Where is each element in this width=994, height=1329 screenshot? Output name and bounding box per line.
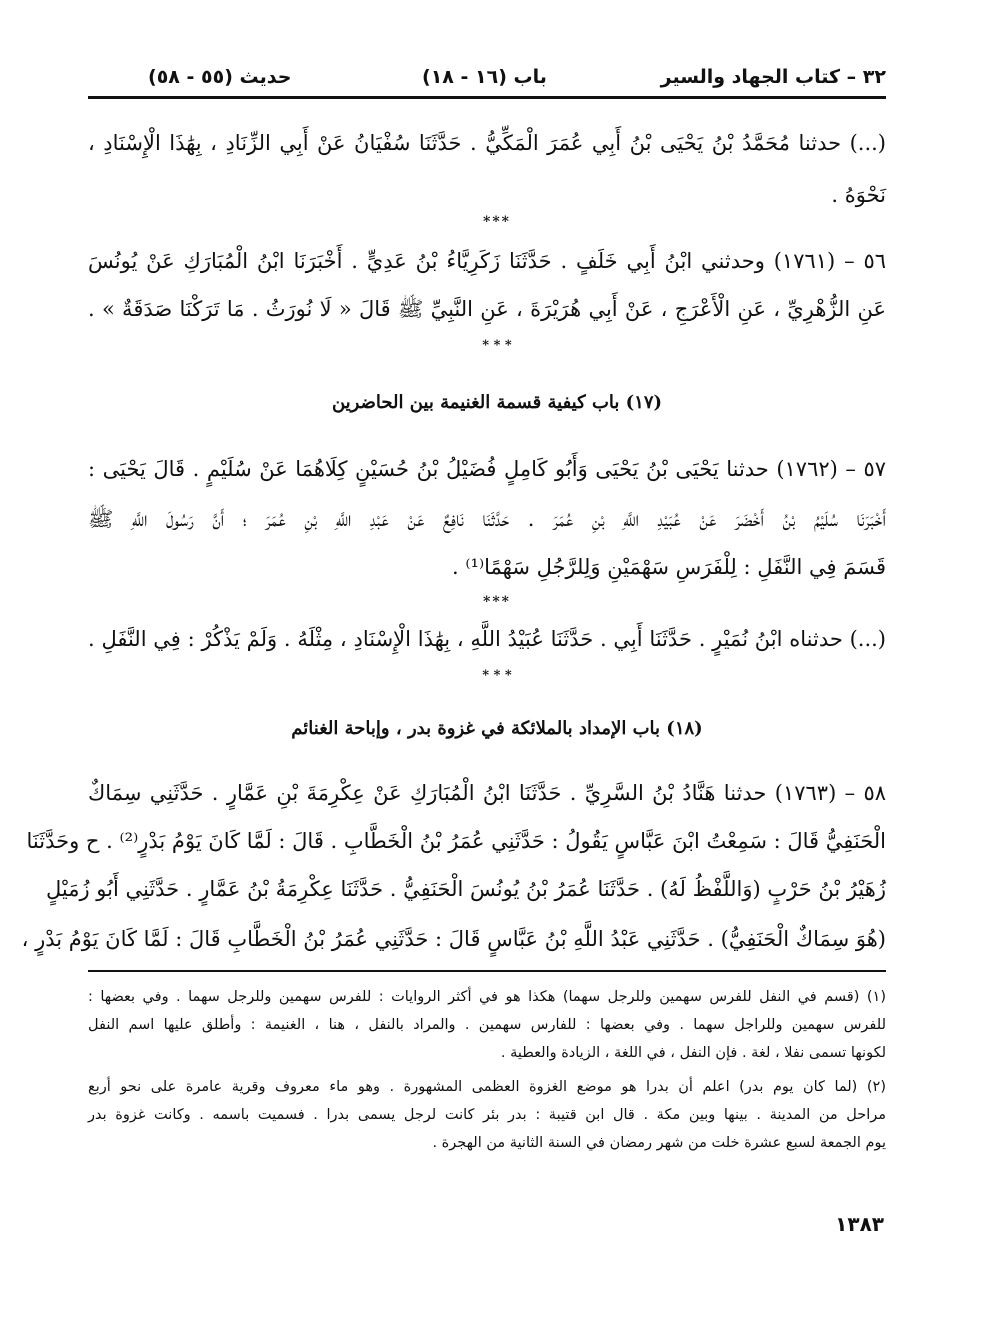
separator-stars: * * *	[482, 668, 512, 683]
hadith-text-line: عَنِ الزُّهْرِيِّ ، عَنِ الْأَعْرَجِ ، عَنْ أَبِي هُرَيْرَةَ ، عَنِ النَّبِيِّ ﷺ قَالَ « لَا نُورَثُ . مَا تَرَكْنَا صَدَقَةٌ » .	[88, 297, 886, 321]
chapter-heading: (١٨) باب الإمداد بالملائكة في غزوة بدر ، وإباحة الغنائم	[291, 718, 703, 739]
separator-stars: ***	[483, 214, 511, 230]
hadith-text-line: ٥٨ – (١٧٦٣) حدثنا هَنَّادُ بْنُ السَّرِيِّ . حَدَّثَنَا ابْنُ الْمُبَارَكِ عَنْ عِكْرِمَةَ بْنِ عَمَّارٍ . حَدَّثَنِي سِمَاكٌ	[88, 781, 886, 805]
header-chapter-range: (١٦ - ١٨) باب	[422, 66, 547, 88]
footnote-line: مراحل من المدينة . بينها وبين مكة . قال ابن قتيبة : بدر بئر كانت لرجل يسمى بدرا . فسميت باسمه . وكانت غزوة بدر	[88, 1107, 886, 1123]
hadith-text-line: ٥٦ – (١٧٦١) وحدثني ابْنُ أَبِي خَلَفٍ . حَدَّثَنَا زَكَرِيَّاءُ بْنُ عَدِيٍّ . أَخْبَرَنَا ابْنُ الْمُبَارَكِ عَنْ يُونُسَ	[88, 249, 887, 273]
header-book-title: ٣٢ – كتاب الجهاد والسير	[660, 66, 886, 88]
footnote-line: لكونها تسمى نفلا ، لغة . فإن النفل ، في اللغة ، الزيادة والعطية .	[500, 1045, 886, 1061]
hadith-text-line: زُهَيْرُ بْنُ حَرْبٍ (وَاللَّفْظُ لَهُ) . حَدَّثَنَا عُمَرُ بْنُ يُونُسَ الْحَنَفِيُّ . حَدَّثَنَا عِكْرِمَةُ بْنُ عَمَّارٍ . حَدَّثَنِي أَبُو زُمَيْلٍ	[45, 877, 886, 901]
hadith-text-line: أَخْبَرَنَا سُلَيْمُ بْنُ أَخْضَرَ عَنْ عُبَيْدِ اللَّهِ بْنِ عُمَرَ . حَدَّثَنَا نَافِعٌ عَنْ عَبْدِ اللَّهِ بْنِ عُمَرَ ؛ أَنَّ رَسُولَ اللَّهِ ﷺ	[88, 507, 886, 531]
hadith-text-line: نَحْوَهُ .	[831, 183, 886, 207]
footnote-line: يوم الجمعة لسبع عشرة خلت من شهر رمضان في السنة الثانية من الهجرة .	[432, 1135, 886, 1151]
footnote-line: (١) (قسم في النفل للفرس سهمين وللرجل سهما) هكذا هو في أكثر الروايات : للفرس سهمين وللرجل سهما . وفي بعضها :	[88, 989, 886, 1005]
footnote-line: (٢) (لما كان يوم بدر) اعلم أن بدرا هو موضع الغزوة العظمى المشهورة . وهو ماء معروف وقرية عامرة على نحو أربع	[88, 1079, 886, 1095]
running-header	[88, 62, 886, 99]
separator-stars: * * *	[482, 338, 512, 353]
page-number: ١٣٨٣	[835, 1212, 884, 1236]
header-hadith-range: (٥٥ - ٥٨) حديث	[148, 66, 292, 88]
hadith-text-line: قَسَمَ فِي النَّفَلِ : لِلْفَرَسِ سَهْمَيْنِ وَلِلرَّجُلِ سَهْمًا⁽¹⁾ .	[452, 555, 886, 579]
footnote-divider	[88, 970, 886, 972]
hadith-text-line: الْحَنَفِيُّ قَالَ : سَمِعْتُ ابْنَ عَبَّاسٍ يَقُولُ : حَدَّثَنِي عُمَرُ بْنُ الْخَطَّابِ . قَالَ : لَمَّا كَانَ يَوْمُ بَدْرٍ⁽²⁾ . ح وحَدَّثَنَا	[26, 829, 886, 853]
chapter-heading: (١٧) باب كيفية قسمة الغنيمة بين الحاضرين	[331, 392, 663, 413]
hadith-text-line: (...) حدثناه ابْنُ نُمَيْرٍ . حَدَّثَنَا أَبِي . حَدَّثَنَا عُبَيْدُ اللَّهِ ، بِهَٰذَا الْإِسْنَادِ ، مِثْلَهُ . وَلَمْ يَذْكُرْ : فِي النَّفَلِ .	[88, 627, 886, 651]
separator-stars: ***	[483, 594, 511, 610]
hadith-text-line: (...) حدثنا مُحَمَّدُ بْنُ يَحْيَى بْنُ أَبِي عُمَرَ الْمَكِّيُّ . حَدَّثَنَا سُفْيَانُ عَنْ أَبِي الزِّنَادِ ، بِهَٰذَا الْإِسْنَادِ ،	[88, 131, 886, 155]
hadith-text-line: (هُوَ سِمَاكٌ الْحَنَفِيُّ) . حَدَّثَنِي عَبْدُ اللَّهِ بْنُ عَبَّاسٍ قَالَ : حَدَّثَنِي عُمَرُ بْنُ الْخَطَّابِ قَالَ : لَمَّا كَانَ يَوْمُ بَدْرٍ ،	[21, 927, 886, 951]
footnote-line: للفرس سهمين وللراجل سهما . وفي بعضها : للفارس سهمين . والمراد بالنفل ، هنا ، الغنيمة : وأطلق عليها اسم النفل	[88, 1017, 886, 1033]
hadith-text-line: ٥٧ – (١٧٦٢) حدثنا يَحْيَى بْنُ يَحْيَى وَأَبُو كَامِلٍ فُضَيْلُ بْنُ حُسَيْنٍ كِلَاهُمَا عَنْ سُلَيْمٍ . قَالَ يَحْيَى :	[88, 457, 886, 481]
